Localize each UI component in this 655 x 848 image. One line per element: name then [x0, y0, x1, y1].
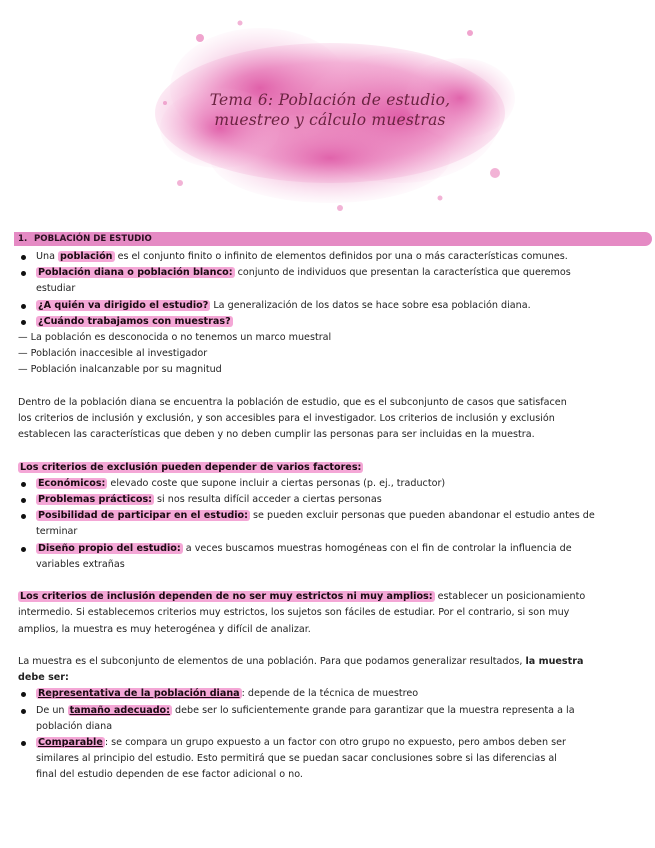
dash-item: — Población inaccesible al investigador — [18, 348, 208, 360]
subheading — [18, 460, 636, 476]
list-item — [18, 314, 636, 330]
highlighted-term: población — [60, 251, 113, 262]
text: a veces buscamos muestras homogéneas con el fin de controlar la influencia de — [182, 542, 572, 554]
highlighted-term: Los criterios de inclusión dependen de no ser muy estrictos ni muy amplios: — [20, 591, 433, 603]
highlighted-term: Población diana o población blanco: — [38, 267, 233, 279]
paragraph-line — [18, 670, 636, 686]
dash-item: — Población inalcanzable por su magnitud — [18, 364, 222, 376]
list-item — [18, 686, 636, 702]
list-item — [18, 508, 636, 524]
paragraph-line — [18, 654, 636, 670]
text: conjunto de individuos que presentan la característica que queremos — [234, 267, 571, 279]
paragraph-line — [18, 589, 636, 605]
list-item — [18, 735, 636, 751]
highlighted-term: ¿Cuándo trabajamos con muestras? — [38, 315, 231, 327]
list-item — [18, 703, 636, 719]
highlighted-term: Problemas prácticos: — [38, 494, 152, 506]
list-item — [18, 476, 636, 492]
highlighted-term: tamaño adecuado: — [69, 704, 170, 716]
title-line-1: Tema 6: Población de estudio, — [209, 91, 451, 109]
bold-text: la muestra — [525, 656, 584, 668]
list-item-continuation: terminar — [36, 526, 78, 538]
list-item-continuation: población diana — [36, 720, 113, 732]
list-item-continuation: estudiar — [36, 283, 76, 295]
text: establecer un posicionamiento — [434, 591, 586, 603]
list-item — [18, 298, 636, 314]
text: De un — [36, 704, 68, 716]
text: debe ser lo suficientemente grande para garantizar que la muestra representa a la — [172, 704, 575, 716]
paragraph-line: amplios, la muestra es muy heterogénea y difícil de analizar. — [18, 623, 311, 635]
text: : se compara un grupo expuesto a un factor con otro grupo no expuesto, pero ambos deben ser — [104, 737, 566, 749]
text: La generalización de los datos se hace sobre esa población diana. — [210, 299, 531, 311]
title-line-2: muestreo y cálculo muestras — [214, 111, 446, 129]
text: se pueden excluir personas que pueden abandonar el estudio antes de — [249, 510, 595, 522]
paragraph-line: intermedio. Si establecemos criterios muy estrictos, los sujetos son fáciles de estudiar. Por el contrario, si son muy — [18, 607, 570, 619]
text: si nos resulta difícil acceder a ciertas personas — [154, 494, 382, 506]
paragraph-line: Dentro de la población diana se encuentra la población de estudio, que es el subconjunto de casos que satisfacen — [18, 396, 567, 408]
text: Una — [36, 251, 59, 262]
list-item — [18, 541, 636, 557]
list-item — [18, 492, 636, 508]
bold-text: debe ser: — [18, 672, 69, 684]
highlighted-term: ¿A quién va dirigido el estudio? — [38, 299, 209, 311]
highlighted-term: Representativa de la población diana — [38, 688, 240, 700]
list-item-continuation: similares al principio del estudio. Esto permitirá que se puedan sacar conclusiones sobre si las diferencias al — [36, 753, 557, 765]
document-body — [18, 249, 636, 784]
highlighted-heading: Los criterios de exclusión pueden depender de varios factores: — [20, 461, 362, 473]
text: es el conjunto finito o infinito de elementos definidos por una o más características comunes. — [114, 251, 568, 262]
paragraph-line: los criterios de inclusión y exclusión, y son accesibles para el investigador. Los criterios de inclusión y exclusión — [18, 413, 555, 425]
dash-item: — La población es desconocida o no tenemos un marco muestral — [18, 332, 332, 344]
section-heading-bar — [14, 232, 652, 246]
list-item — [18, 265, 636, 281]
text: La muestra es el subconjunto de elementos de una población. Para que podamos generalizar resultados, — [18, 656, 526, 668]
page-title — [140, 90, 520, 130]
highlighted-term: Posibilidad de participar en el estudio: — [38, 510, 248, 522]
section-title: POBLACIÓN DE ESTUDIO — [34, 234, 152, 244]
list-item — [18, 249, 636, 265]
highlighted-term: Comparable — [38, 737, 103, 749]
list-item-continuation: final del estudio dependen de ese factor adicional o no. — [36, 769, 303, 781]
section-number: 1. — [18, 234, 28, 244]
paragraph-line: establecen las características que deben y no deben cumplir las personas para ser incluidas en la muestra. — [18, 429, 535, 441]
highlighted-term: Económicos: — [38, 477, 106, 489]
list-item-continuation: variables extrañas — [36, 558, 125, 570]
text: : depende de la técnica de muestreo — [241, 688, 419, 700]
text: elevado coste que supone incluir a ciertas personas (p. ej., traductor) — [107, 477, 446, 489]
highlighted-term: Diseño propio del estudio: — [38, 542, 181, 554]
